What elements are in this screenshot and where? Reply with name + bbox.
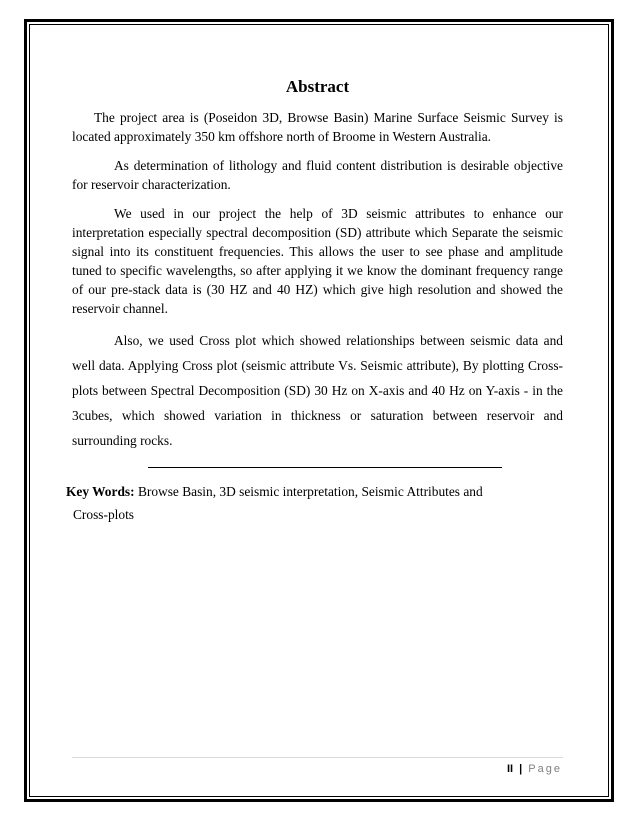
abstract-paragraph-3: We used in our project the help of 3D seismic attributes to enhance our interpretation especially spectral decomposition (SD) attribute which Separate the seismic signal into its constituent frequencies. This allows the user to see phase and amplitude tuned to specific wavelengths, so after applying it we know the dominant frequency range of our pre-stack data is (30 HZ and 40 HZ) which give high resolution and showed the reservoir channel. — [72, 206, 563, 316]
abstract-title: Abstract — [285, 77, 350, 96]
keywords-continuation: Cross-plots — [73, 507, 135, 522]
abstract-section — [66, 76, 563, 526]
abstract-paragraph-1: The project area is (Poseidon 3D, Browse Basin) Marine Surface Seismic Survey is located approximately 350 km offshore north of Broome in Western Australia. — [72, 110, 563, 144]
section-divider — [148, 467, 502, 468]
page-number: II — [506, 763, 514, 775]
keywords — [66, 480, 563, 526]
keywords-text: Browse Basin, 3D seismic interpretation, Seismic Attributes and — [137, 484, 483, 499]
footer-separator: | — [519, 763, 523, 775]
page-word: Page — [528, 763, 562, 775]
abstract-paragraph-4: Also, we used Cross plot which showed relationships between seismic data and well data. Applying Cross plot (seismic attribute Vs. Seismic attribute), By plotting Cross-plots between Spectral Decomposition (SD) 30 Hz on X-axis and 40 Hz on Y-axis - in the 3cubes, which showed variation in thickness or saturation between reservoir and surrounding rocks. — [72, 333, 563, 448]
keywords-label: Key Words: — [66, 484, 135, 499]
footer-rule — [72, 757, 563, 758]
page-footer — [507, 763, 562, 775]
abstract-paragraph-2: As determination of lithology and fluid content distribution is desirable objective for reservoir characterization. — [72, 158, 563, 192]
